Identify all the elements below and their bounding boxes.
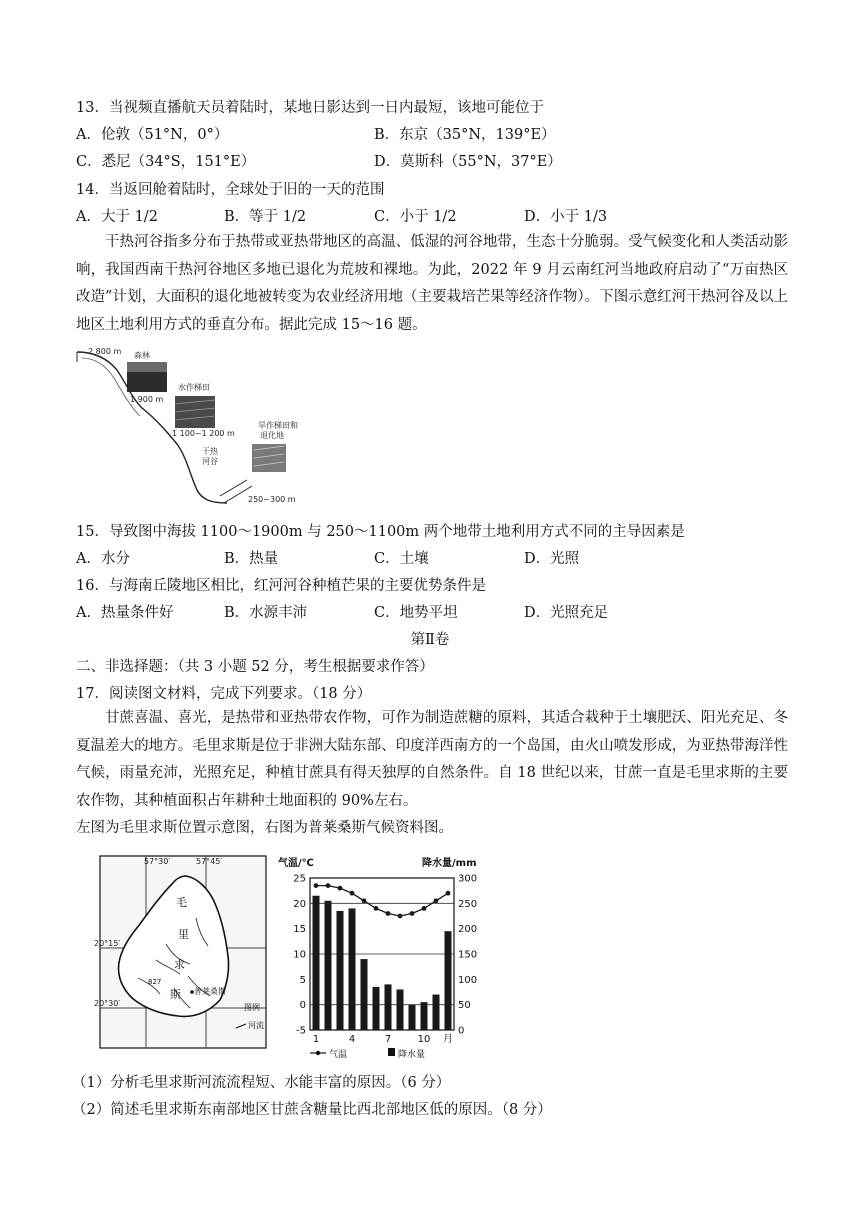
legend-river: 河流 xyxy=(248,1021,264,1030)
q16-option-d: D．光照充足 xyxy=(524,605,609,621)
label-forest: 森林 xyxy=(134,351,150,360)
x-tick-label: 月 xyxy=(443,1034,453,1045)
q15-option-b: B．热量 xyxy=(224,551,279,567)
precipitation-bar xyxy=(325,901,332,1030)
q15-option-a: A．水分 xyxy=(76,551,130,567)
precipitation-bar xyxy=(361,959,368,1030)
q16-option-c: C．地势平坦 xyxy=(374,605,458,621)
right-tick-label: 250 xyxy=(458,898,478,910)
temperature-point xyxy=(326,883,331,888)
right-tick-label: 150 xyxy=(458,949,478,961)
right-tick-label: 100 xyxy=(458,974,478,986)
label-valley: 河谷 xyxy=(202,457,218,466)
q13-option-d: D．莫斯科（55°N，37°E） xyxy=(374,154,562,170)
precipitation-bar xyxy=(409,1005,416,1030)
section-2-intro: 二、非选择题：（共 3 小题 52 分，考生根据要求作答） xyxy=(76,659,434,675)
left-tick-label: -5 xyxy=(296,1025,306,1037)
label-dry-terraces-2: 退化地 xyxy=(260,431,284,440)
label-dry-terraces-1: 旱作梯田和 xyxy=(258,421,298,430)
legend-title: 图例 xyxy=(244,1003,260,1012)
x-tick-label: 4 xyxy=(348,1034,356,1045)
label-250-300m: 250~300 m xyxy=(248,495,296,504)
plaisance-climate-chart xyxy=(276,852,488,1060)
town-plaisance: 普莱桑斯 xyxy=(194,987,226,996)
temperature-point xyxy=(362,898,367,903)
right-tick-label: 50 xyxy=(458,1000,471,1012)
valley-landuse-figure xyxy=(72,340,312,510)
x-tick-label: 10 xyxy=(417,1034,431,1045)
q17-subquestion-1: （1）分析毛里求斯河流流程短、水能丰富的原因。（6 分） xyxy=(72,1075,451,1091)
q14-option-a: A．大于 1/2 xyxy=(76,209,158,225)
label-1100-1200m: 1 100~1 200 m xyxy=(172,429,235,438)
temperature-point xyxy=(422,906,427,911)
left-tick-label: 15 xyxy=(293,924,306,936)
precipitation-bar xyxy=(433,995,440,1030)
mauritius-location-map xyxy=(94,848,268,1054)
precipitation-bar xyxy=(421,1002,428,1030)
q17-passage: 甘蔗喜温、喜光，是热带和亚热带农作物，可作为制造蔗糖的原料，其适合栽种于土壤肥沃、阳光充足、冬夏温差大的地方。毛里求斯是位于非洲大陆东部、印度洋西南方的一个岛国，由火山喷发形成，为亚热带海洋性气候，雨量充沛，光照充足，种植甘蔗具有得天独厚的自然条件。自 18 世纪以来，甘蔗一直是毛里求斯的主要农作物，其种植面积占年耕种土地面积的 90%左右。 xyxy=(76,710,788,809)
left-tick-label: 20 xyxy=(293,898,306,910)
precipitation-bar xyxy=(373,987,380,1030)
precipitation-bar xyxy=(337,911,344,1030)
q14-option-d: D．小于 1/3 xyxy=(524,209,608,225)
left-tick-label: 0 xyxy=(299,1000,306,1012)
q14-stem: 14．当返回舱着陆时，全球处于旧的一天的范围 xyxy=(76,182,385,198)
lon-label-2: 57°45′ xyxy=(196,857,223,866)
precipitation-bar xyxy=(385,984,392,1030)
lat-label-2: 20°30′ xyxy=(94,999,121,1008)
q13-option-c: C．悉尼（34°S，151°E） xyxy=(76,154,256,170)
island-char-3: 求 xyxy=(174,958,185,971)
temperature-point xyxy=(398,914,403,919)
q14-option-c: C．小于 1/2 xyxy=(374,209,457,225)
y-right-label: 降水量/mm xyxy=(422,858,477,869)
temperature-point xyxy=(374,906,379,911)
temperature-point xyxy=(434,898,439,903)
island-char-1: 毛 xyxy=(176,896,187,909)
right-tick-label: 0 xyxy=(458,1025,465,1037)
left-tick-label: 5 xyxy=(299,974,306,986)
island-char-4: 斯 xyxy=(170,988,181,1001)
chart-legend xyxy=(310,1048,425,1060)
label-paddy-terraces: 水作梯田 xyxy=(178,383,210,392)
q15-option-c: C．土壤 xyxy=(374,551,429,567)
q13-option-a: A．伦敦（51°N，0°） xyxy=(76,127,229,143)
label-2800m: 2 800 m xyxy=(88,347,122,356)
precipitation-bar xyxy=(313,896,320,1030)
temperature-point xyxy=(446,891,451,896)
right-tick-label: 300 xyxy=(458,873,478,885)
q17-subquestion-2: （2）简述毛里求斯东南部地区甘蔗含糖量比西北部地区低的原因。（8 分） xyxy=(72,1102,552,1118)
q13-stem: 13．当视频直播航天员着陆时，某地日影达到一日内最短，该地可能位于 xyxy=(76,100,544,116)
x-tick-label: 7 xyxy=(384,1034,392,1045)
precipitation-bar xyxy=(349,908,356,1030)
q16-option-a: A．热量条件好 xyxy=(76,605,174,621)
section-2-title: 第Ⅱ卷 xyxy=(410,632,450,648)
q17-figure-caption: 左图为毛里求斯位置示意图，右图为普莱桑斯气候资料图。 xyxy=(76,820,453,836)
y-left-label: 气温/℃ xyxy=(278,858,314,869)
precipitation-bar xyxy=(397,989,404,1030)
temperature-point xyxy=(314,883,319,888)
temperature-point xyxy=(338,886,343,891)
lon-label-1: 57°30′ xyxy=(144,857,171,866)
temperature-point xyxy=(386,911,391,916)
passage-dry-hot-valley: 干热河谷指多分布于热带或亚热带地区的高温、低湿的河谷地带，生态十分脆弱。受气候变化和人类活动影响，我国西南干热河谷地区多地已退化为荒坡和裸地。为此，2022 年 9 月云南红河当地政府启动了“万亩热区改造”计划，大面积的退化地被转变为农业经济用地（主要栽培芒果等经济作物）。下图示意红河干热河谷及以上地区土地利用方式的垂直分布。据此完成 15～16 题。 xyxy=(76,234,788,333)
left-tick-label: 25 xyxy=(293,873,306,885)
label-dry-hot: 干热 xyxy=(202,447,218,456)
temperature-point xyxy=(410,911,415,916)
temperature-point xyxy=(350,891,355,896)
q16-option-b: B．水源丰沛 xyxy=(224,605,308,621)
q14-option-b: B．等于 1/2 xyxy=(224,209,307,225)
legend-precipitation: 降水量 xyxy=(398,1050,426,1060)
q13-option-b: B．东京（35°N，139°E） xyxy=(374,127,556,143)
left-tick-label: 10 xyxy=(293,949,306,961)
temperature-line xyxy=(316,886,448,916)
q16-stem: 16．与海南丘陵地区相比，红河河谷种植芒果的主要优势条件是 xyxy=(76,578,486,594)
peak-elevation: 827 xyxy=(148,978,162,986)
q17-stem: 17．阅读图文材料，完成下列要求。（18 分） xyxy=(76,686,372,702)
label-1900m: 1 900 m xyxy=(130,395,164,404)
x-tick-label: 1 xyxy=(312,1034,320,1045)
q15-option-d: D．光照 xyxy=(524,551,580,567)
island-char-2: 里 xyxy=(178,928,189,941)
q15-stem: 15．导致图中海拔 1100～1900m 与 250～1100m 两个地带土地利用方式不同的主导因素是 xyxy=(76,524,685,540)
right-tick-label: 200 xyxy=(458,924,478,936)
legend-temperature: 气温 xyxy=(329,1050,348,1060)
precipitation-bar xyxy=(445,931,452,1030)
lat-label-1: 20°15′ xyxy=(94,939,121,948)
